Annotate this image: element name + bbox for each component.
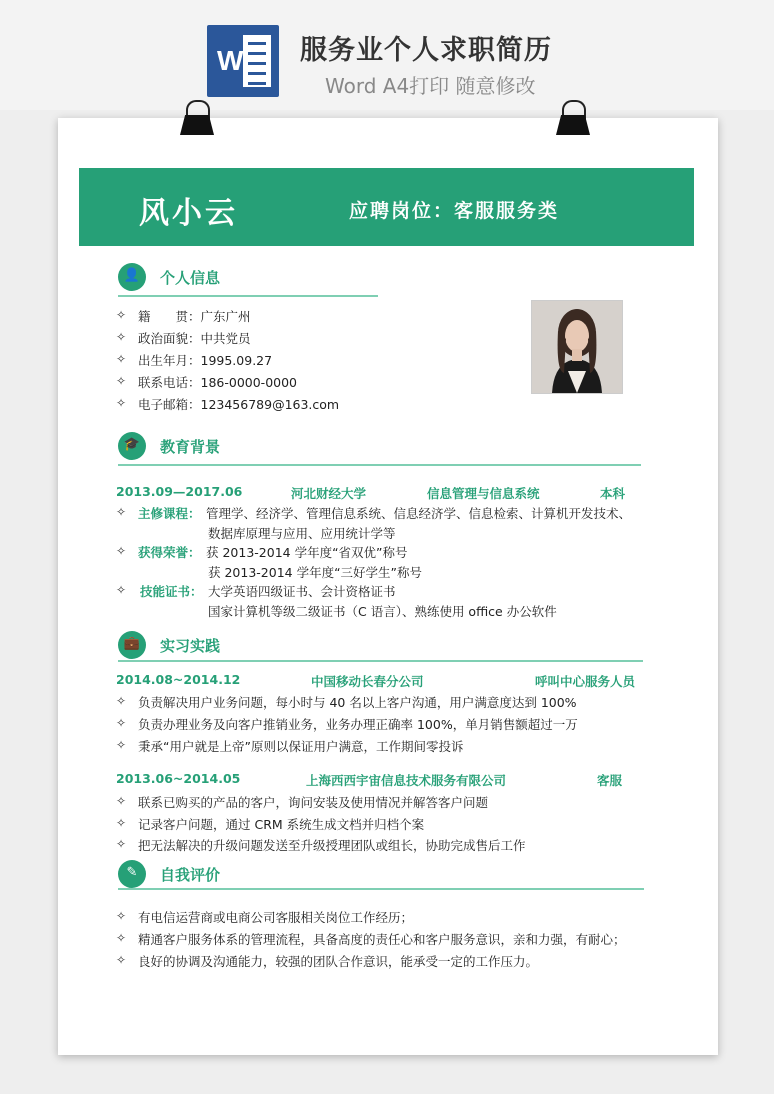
doc-title: 服务业个人求职简历 xyxy=(300,35,552,66)
bullet-icon: ✧ xyxy=(116,374,127,388)
section-title: 个人信息 xyxy=(160,269,221,287)
honors-label: 获得荣誉： xyxy=(138,545,201,560)
bullet-icon: ✧ xyxy=(116,931,127,945)
edu-major: 信息管理与信息系统 xyxy=(427,486,540,501)
job2-company: 上海西西宇宙信息技术服务有限公司 xyxy=(306,773,507,788)
info-birth: 出生年月：1995.09.27 xyxy=(138,353,273,368)
bullet-icon: ✧ xyxy=(116,505,127,519)
bullet-icon: ✧ xyxy=(116,816,127,830)
honors-line1: 获 2013-2014 学年度“省双优”称号 xyxy=(206,545,408,560)
info-phone: 联系电话：186-0000-0000 xyxy=(138,375,298,390)
binder-clip-icon xyxy=(556,100,590,138)
job2-item: 记录客户问题，通过 CRM 系统生成文档并归档个案 xyxy=(138,817,425,832)
word-pages-graphic xyxy=(243,35,271,87)
job1-item: 秉承“用户就是上帝”原则以保证用户满意，工作期间零投诉 xyxy=(138,739,464,754)
certs-line2: 国家计算机等级二级证书（C 语言）、熟练使用 office 办公软件 xyxy=(208,604,557,619)
profile-photo xyxy=(531,300,623,394)
bullet-icon: ✧ xyxy=(116,583,127,597)
job2-item: 把无法解决的升级问题发送至升级授理团队或组长，协助完成售后工作 xyxy=(138,838,526,853)
bullet-icon: ✧ xyxy=(116,308,127,322)
self-item: 有电信运营商或电商公司客服相关岗位工作经历； xyxy=(138,910,414,925)
section-rule xyxy=(118,464,641,466)
courses-line1: 管理学、经济学、管理信息系统、信息经济学、信息检索、计算机开发技术、 xyxy=(206,506,632,521)
info-politics: 政治面貌：中共党员 xyxy=(138,331,251,346)
info-hometown: 籍 贯：广东广州 xyxy=(138,309,251,324)
bullet-icon: ✧ xyxy=(116,694,127,708)
job2-role: 客服 xyxy=(597,773,623,788)
doc-subtitle: Word A4打印 随意修改 xyxy=(325,74,536,98)
bullet-icon: ✧ xyxy=(116,738,127,752)
word-icon xyxy=(207,25,279,97)
bullet-icon: ✧ xyxy=(116,716,127,730)
candidate-name: 风小云 xyxy=(139,196,238,231)
edu-degree: 本科 xyxy=(600,486,626,501)
job1-role: 呼叫中心服务人员 xyxy=(535,674,636,689)
job1-item: 负责办理业务及向客户推销业务，业务办理正确率 100%，单月销售额超过一万 xyxy=(138,717,578,732)
section-rule xyxy=(118,660,643,662)
bullet-icon: ✧ xyxy=(116,909,127,923)
section-title: 教育背景 xyxy=(160,438,221,456)
section-title: 自我评价 xyxy=(160,866,221,884)
self-item: 精通客户服务体系的管理流程，具备高度的责任心和客户服务意识，亲和力强，有耐心； xyxy=(138,932,626,947)
job1-period: 2014.08~2014.12 xyxy=(116,672,241,687)
word-logo-letter: W xyxy=(217,45,244,76)
section-rule xyxy=(118,295,378,297)
certs-label: 技能证书： xyxy=(140,584,203,599)
self-item: 良好的协调及沟通能力，较强的团队合作意识，能承受一定的工作压力。 xyxy=(138,954,539,969)
info-email: 电子邮箱：123456789@163.com xyxy=(138,397,340,412)
bullet-icon: ✧ xyxy=(116,544,127,558)
name-banner xyxy=(79,168,694,246)
graduation-cap-icon: 🎓 xyxy=(118,432,146,460)
target-position: 应聘岗位：客服服务类 xyxy=(349,200,560,222)
binder-clip-icon xyxy=(180,100,214,138)
certs-line1: 大学英语四级证书、会计资格证书 xyxy=(208,584,396,599)
honors-line2: 获 2013-2014 学年度“三好学生”称号 xyxy=(208,565,423,580)
courses-label: 主修课程： xyxy=(138,506,201,521)
section-title: 实习实践 xyxy=(160,637,221,655)
job1-company: 中国移动长春分公司 xyxy=(311,674,424,689)
top-header xyxy=(0,0,774,110)
bullet-icon: ✧ xyxy=(116,837,127,851)
bullet-icon: ✧ xyxy=(116,953,127,967)
edu-period: 2013.09—2017.06 xyxy=(116,484,243,499)
courses-line2: 数据库原理与应用、应用统计学等 xyxy=(208,526,396,541)
bullet-icon: ✧ xyxy=(116,396,127,410)
briefcase-icon: 💼 xyxy=(118,631,146,659)
bullet-icon: ✧ xyxy=(116,352,127,366)
edu-school: 河北财经大学 xyxy=(291,486,367,501)
job1-item: 负责解决用户业务问题，每小时与 40 名以上客户沟通，用户满意度达到 100% xyxy=(138,695,577,710)
person-icon: 👤 xyxy=(118,263,146,291)
resume-page xyxy=(58,118,718,1055)
bullet-icon: ✧ xyxy=(116,794,127,808)
section-rule xyxy=(118,888,644,890)
bullet-icon: ✧ xyxy=(116,330,127,344)
pencil-icon: ✎ xyxy=(118,860,146,888)
job2-period: 2013.06~2014.05 xyxy=(116,771,241,786)
job2-item: 联系已购买的产品的客户，询问安装及使用情况并解答客户问题 xyxy=(138,795,489,810)
